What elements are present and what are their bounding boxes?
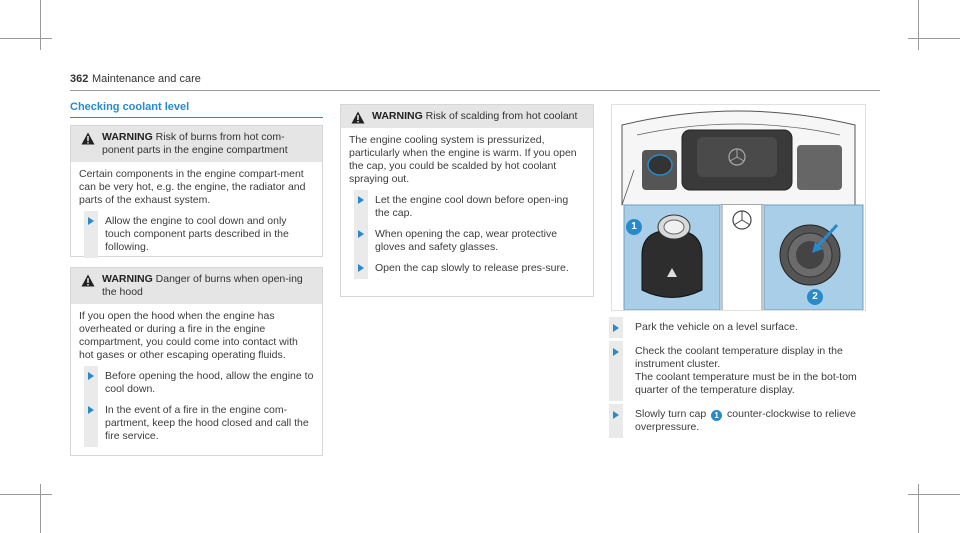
step-arrow-icon [88, 372, 94, 380]
step-text: In the event of a fire in the engine com-partment, keep the hood closed and call the fire service. [105, 404, 309, 442]
warning-text: The engine cooling system is pressurized, particularly when the engine is warm. If you open the cap, you could be scalded by hot coolant spraying out. [349, 134, 577, 185]
warning-triangle-icon [351, 111, 365, 124]
inline-callout-1: 1 [711, 410, 722, 421]
step-item [609, 408, 879, 434]
section-title: Checking coolant level [70, 101, 190, 113]
step-item [609, 345, 879, 397]
step-arrow-icon [88, 406, 94, 414]
illustration-callout-1: 1 [626, 219, 642, 235]
warning-title: Risk of scalding from hot coolant [425, 110, 578, 122]
warning-box-burns-hot-components [70, 125, 323, 257]
step-item [349, 194, 585, 220]
crop-mark [918, 484, 919, 533]
warning-header [71, 126, 322, 162]
step-arrow-icon [358, 196, 364, 204]
warning-body [71, 162, 322, 266]
warning-title: Danger of burns when open-ing the hood [102, 273, 303, 298]
step-item [609, 321, 879, 334]
step-text: Check the coolant temperature display in the instrument cluster. [635, 345, 843, 370]
warning-triangle-icon [81, 274, 95, 287]
crop-mark [908, 38, 960, 39]
crop-mark [908, 494, 960, 495]
crop-mark [0, 494, 52, 495]
step-item [79, 370, 314, 396]
section-title-rule [70, 117, 323, 118]
crop-mark [40, 0, 41, 50]
warning-body [341, 128, 593, 287]
crop-mark [0, 38, 52, 39]
crop-mark [40, 484, 41, 533]
warning-triangle-icon [81, 132, 95, 145]
step-text: Before opening the hood, allow the engine to cool down. [105, 370, 314, 395]
header-rule [70, 90, 880, 91]
procedure-steps [609, 321, 879, 445]
step-item [79, 404, 314, 443]
step-item [349, 228, 585, 254]
step-arrow-icon [613, 324, 619, 332]
warning-header [71, 268, 322, 304]
step-arrow-icon [358, 230, 364, 238]
warning-label: WARNING [372, 110, 423, 122]
step-text: Allow the engine to cool down and only touch component parts described in the following. [105, 215, 289, 253]
step-arrow-icon [613, 348, 619, 356]
step-item [349, 262, 585, 275]
step-text: Let the engine cool down before open-ing the cap. [375, 194, 569, 219]
engine-illustration-drawing [612, 105, 865, 310]
step-text: Open the cap slowly to release pres-sure. [375, 262, 569, 274]
step-bar [609, 404, 623, 438]
step-arrow-icon [613, 411, 619, 419]
warning-label: WARNING [102, 131, 153, 143]
crop-mark [918, 0, 919, 50]
page-number: 362 [70, 73, 89, 85]
step-text: When opening the cap, wear protective gloves and safety glasses. [375, 228, 558, 253]
running-header: Maintenance and care [92, 73, 201, 85]
step-item [79, 215, 314, 254]
warning-text: Certain components in the engine compart-ment can be very hot, e.g. the engine, the radiator and parts of the exhaust system. [79, 168, 306, 206]
warning-title: Risk of burns from hot com-ponent parts in the engine compartment [102, 131, 288, 156]
illustration-callout-2: 2 [807, 289, 823, 305]
warning-box-scalding-coolant [340, 104, 594, 297]
step-arrow-icon [358, 264, 364, 272]
warning-label: WARNING [102, 273, 153, 285]
warning-box-burns-opening-hood [70, 267, 323, 456]
warning-header [341, 105, 593, 128]
step-text: Slowly turn cap [635, 408, 707, 420]
step-subtext: The coolant temperature must be in the bot-tom quarter of the temperature display. [635, 371, 857, 396]
step-arrow-icon [88, 217, 94, 225]
step-text: counter-clockwise to relieve overpressure. [635, 408, 857, 433]
engine-compartment-illustration [611, 104, 866, 311]
warning-body [71, 304, 322, 455]
warning-text: If you open the hood when the engine has overheated or during a fire in the engine compartment, you could come into contact with hot gases or other escaping operating fluids. [79, 310, 298, 361]
step-text: Park the vehicle on a level surface. [635, 321, 798, 333]
